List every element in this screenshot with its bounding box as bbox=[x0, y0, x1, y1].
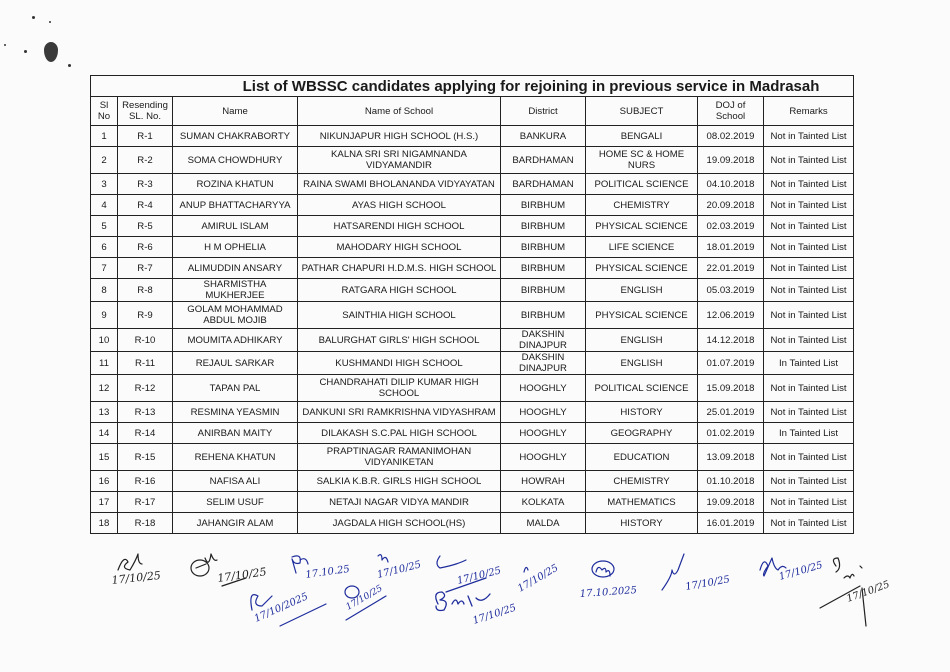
table-row bbox=[91, 352, 854, 375]
cell-doj: 08.02.2019 bbox=[698, 126, 764, 147]
cell-sl-no: 1 bbox=[91, 126, 118, 147]
cell-resending-sl-no: R-11 bbox=[118, 352, 173, 375]
cell-doj: 12.06.2019 bbox=[698, 302, 764, 329]
cell-school: HATSARENDI HIGH SCHOOL bbox=[298, 216, 501, 237]
paper-speck bbox=[68, 64, 71, 67]
cell-doj: 14.12.2018 bbox=[698, 329, 764, 352]
cell-remarks: In Tainted List bbox=[764, 352, 854, 375]
cell-school: AYAS HIGH SCHOOL bbox=[298, 195, 501, 216]
cell-resending-sl-no: R-8 bbox=[118, 279, 173, 302]
ink-blot bbox=[44, 42, 58, 62]
cell-doj: 16.01.2019 bbox=[698, 513, 764, 534]
cell-district: BIRBHUM bbox=[501, 279, 586, 302]
cell-district: BIRBHUM bbox=[501, 302, 586, 329]
cell-subject: EDUCATION bbox=[586, 444, 698, 471]
svg-text:17/10/25: 17/10/25 bbox=[456, 565, 503, 587]
signature-3 bbox=[292, 556, 351, 581]
cell-resending-sl-no: R-4 bbox=[118, 195, 173, 216]
cell-name: MOUMITA ADHIKARY bbox=[173, 329, 298, 352]
table-row bbox=[91, 147, 854, 174]
signature-6 bbox=[251, 591, 326, 626]
cell-remarks: Not in Tainted List bbox=[764, 126, 854, 147]
cell-subject: POLITICAL SCIENCE bbox=[586, 174, 698, 195]
cell-doj: 19.09.2018 bbox=[698, 492, 764, 513]
cell-doj: 01.10.2018 bbox=[698, 471, 764, 492]
cell-name: REJAUL SARKAR bbox=[173, 352, 298, 375]
svg-text:17.10.25: 17.10.25 bbox=[304, 563, 351, 581]
table-row bbox=[91, 195, 854, 216]
cell-subject: MATHEMATICS bbox=[586, 492, 698, 513]
cell-remarks: Not in Tainted List bbox=[764, 216, 854, 237]
table-body bbox=[91, 126, 854, 534]
cell-sl-no: 17 bbox=[91, 492, 118, 513]
cell-resending-sl-no: R-12 bbox=[118, 375, 173, 402]
cell-resending-sl-no: R-6 bbox=[118, 237, 173, 258]
cell-district: BIRBHUM bbox=[501, 195, 586, 216]
cell-doj: 02.03.2019 bbox=[698, 216, 764, 237]
cell-remarks: Not in Tainted List bbox=[764, 471, 854, 492]
cell-subject: HISTORY bbox=[586, 513, 698, 534]
cell-remarks: Not in Tainted List bbox=[764, 444, 854, 471]
cell-remarks: Not in Tainted List bbox=[764, 492, 854, 513]
cell-district: DAKSHIN DINAJPUR bbox=[501, 352, 586, 375]
cell-sl-no: 7 bbox=[91, 258, 118, 279]
cell-remarks: Not in Tainted List bbox=[764, 237, 854, 258]
col-header-doj: DOJ of School bbox=[698, 97, 764, 126]
cell-remarks: Not in Tainted List bbox=[764, 174, 854, 195]
cell-district: BARDHAMAN bbox=[501, 174, 586, 195]
cell-school: BALURGHAT GIRLS' HIGH SCHOOL bbox=[298, 329, 501, 352]
svg-text:17/10/25: 17/10/25 bbox=[777, 559, 825, 583]
cell-remarks: Not in Tainted List bbox=[764, 279, 854, 302]
cell-name: ALIMUDDIN ANSARY bbox=[173, 258, 298, 279]
cell-name: RESMINA YEASMIN bbox=[173, 402, 298, 423]
cell-resending-sl-no: R-13 bbox=[118, 402, 173, 423]
cell-sl-no: 16 bbox=[91, 471, 118, 492]
cell-remarks: Not in Tainted List bbox=[764, 329, 854, 352]
cell-school: PATHAR CHAPURI H.D.M.S. HIGH SCHOOL bbox=[298, 258, 501, 279]
signature-10 bbox=[579, 561, 637, 600]
cell-sl-no: 6 bbox=[91, 237, 118, 258]
cell-sl-no: 2 bbox=[91, 147, 118, 174]
cell-doj: 20.09.2018 bbox=[698, 195, 764, 216]
cell-name: SUMAN CHAKRABORTY bbox=[173, 126, 298, 147]
cell-remarks: Not in Tainted List bbox=[764, 513, 854, 534]
cell-school: KUSHMANDI HIGH SCHOOL bbox=[298, 352, 501, 375]
signature-2 bbox=[191, 554, 267, 586]
cell-name: H M OPHELIA bbox=[173, 237, 298, 258]
cell-remarks: Not in Tainted List bbox=[764, 258, 854, 279]
cell-sl-no: 3 bbox=[91, 174, 118, 195]
svg-text:17.10.2025: 17.10.2025 bbox=[579, 585, 638, 600]
cell-resending-sl-no: R-7 bbox=[118, 258, 173, 279]
svg-text:17/10/2025: 17/10/2025 bbox=[252, 591, 310, 625]
cell-resending-sl-no: R-1 bbox=[118, 126, 173, 147]
cell-remarks: Not in Tainted List bbox=[764, 375, 854, 402]
cell-doj: 25.01.2019 bbox=[698, 402, 764, 423]
cell-school: DANKUNI SRI RAMKRISHNA VIDYASHRAM bbox=[298, 402, 501, 423]
cell-school: NETAJI NAGAR VIDYA MANDIR bbox=[298, 492, 501, 513]
cell-district: MALDA bbox=[501, 513, 586, 534]
cell-resending-sl-no: R-5 bbox=[118, 216, 173, 237]
signature-1 bbox=[111, 554, 161, 587]
cell-name: ROZINA KHATUN bbox=[173, 174, 298, 195]
col-header-school: Name of School bbox=[298, 97, 501, 126]
cell-doj: 13.09.2018 bbox=[698, 444, 764, 471]
svg-text:17/10/25: 17/10/25 bbox=[471, 602, 518, 627]
cell-school: KALNA SRI SRI NIGAMNANDA VIDYAMANDIR bbox=[298, 147, 501, 174]
cell-school: RATGARA HIGH SCHOOL bbox=[298, 279, 501, 302]
table-row bbox=[91, 302, 854, 329]
header-row bbox=[91, 97, 854, 126]
cell-resending-sl-no: R-3 bbox=[118, 174, 173, 195]
signature-12 bbox=[760, 558, 824, 583]
cell-resending-sl-no: R-14 bbox=[118, 423, 173, 444]
col-header-subject: SUBJECT bbox=[586, 97, 698, 126]
svg-text:17/10/25: 17/10/25 bbox=[110, 568, 162, 587]
table-row bbox=[91, 329, 854, 352]
signature-11 bbox=[662, 554, 731, 593]
cell-subject: ENGLISH bbox=[586, 352, 698, 375]
cell-doj: 05.03.2019 bbox=[698, 279, 764, 302]
cell-name: TAPAN PAL bbox=[173, 375, 298, 402]
cell-subject: ENGLISH bbox=[586, 329, 698, 352]
cell-doj: 04.10.2018 bbox=[698, 174, 764, 195]
cell-name: GOLAM MOHAMMAD ABDUL MOJIB bbox=[173, 302, 298, 329]
cell-district: HOWRAH bbox=[501, 471, 586, 492]
cell-name: SHARMISTHA MUKHERJEE bbox=[173, 279, 298, 302]
cell-sl-no: 11 bbox=[91, 352, 118, 375]
cell-remarks: Not in Tainted List bbox=[764, 147, 854, 174]
cell-subject: HISTORY bbox=[586, 402, 698, 423]
paper-speck bbox=[4, 44, 6, 46]
table-row bbox=[91, 492, 854, 513]
cell-sl-no: 15 bbox=[91, 444, 118, 471]
cell-subject: GEOGRAPHY bbox=[586, 423, 698, 444]
table-row bbox=[91, 375, 854, 402]
cell-resending-sl-no: R-2 bbox=[118, 147, 173, 174]
cell-sl-no: 14 bbox=[91, 423, 118, 444]
cell-remarks: Not in Tainted List bbox=[764, 195, 854, 216]
cell-subject: ENGLISH bbox=[586, 279, 698, 302]
svg-text:17/10/25: 17/10/25 bbox=[344, 583, 385, 613]
table-row bbox=[91, 402, 854, 423]
svg-text:17/10/25: 17/10/25 bbox=[845, 579, 892, 605]
paper-speck bbox=[24, 50, 27, 53]
table-row bbox=[91, 174, 854, 195]
cell-doj: 18.01.2019 bbox=[698, 237, 764, 258]
document-title: List of WBSSC candidates applying for rejoining in previous service in Madrasah bbox=[91, 76, 854, 97]
svg-text:17/10/25: 17/10/25 bbox=[684, 574, 731, 593]
cell-district: HOOGHLY bbox=[501, 423, 586, 444]
cell-name: NAFISA ALI bbox=[173, 471, 298, 492]
cell-sl-no: 18 bbox=[91, 513, 118, 534]
col-header-remarks: Remarks bbox=[764, 97, 854, 126]
svg-text:17/10/25: 17/10/25 bbox=[516, 562, 561, 595]
cell-doj: 22.01.2019 bbox=[698, 258, 764, 279]
cell-name: ANIRBAN MAITY bbox=[173, 423, 298, 444]
cell-district: BIRBHUM bbox=[501, 216, 586, 237]
cell-sl-no: 4 bbox=[91, 195, 118, 216]
cell-district: HOOGHLY bbox=[501, 444, 586, 471]
table-row bbox=[91, 513, 854, 534]
cell-school: SAINTHIA HIGH SCHOOL bbox=[298, 302, 501, 329]
cell-district: HOOGHLY bbox=[501, 402, 586, 423]
cell-district: BARDHAMAN bbox=[501, 147, 586, 174]
cell-doj: 15.09.2018 bbox=[698, 375, 764, 402]
cell-doj: 01.02.2019 bbox=[698, 423, 764, 444]
table-row bbox=[91, 471, 854, 492]
signature-5 bbox=[437, 556, 502, 592]
cell-subject: PHYSICAL SCIENCE bbox=[586, 216, 698, 237]
cell-resending-sl-no: R-15 bbox=[118, 444, 173, 471]
cell-sl-no: 10 bbox=[91, 329, 118, 352]
candidates-table bbox=[90, 75, 854, 534]
cell-school: PRAPTINAGAR RAMANIMOHAN VIDYANIKETAN bbox=[298, 444, 501, 471]
table-row bbox=[91, 126, 854, 147]
cell-district: BIRBHUM bbox=[501, 237, 586, 258]
cell-subject: PHYSICAL SCIENCE bbox=[586, 258, 698, 279]
cell-district: DAKSHIN DINAJPUR bbox=[501, 329, 586, 352]
cell-school: NIKUNJAPUR HIGH SCHOOL (H.S.) bbox=[298, 126, 501, 147]
cell-subject: POLITICAL SCIENCE bbox=[586, 375, 698, 402]
cell-sl-no: 9 bbox=[91, 302, 118, 329]
cell-district: KOLKATA bbox=[501, 492, 586, 513]
cell-name: JAHANGIR ALAM bbox=[173, 513, 298, 534]
cell-district: HOOGHLY bbox=[501, 375, 586, 402]
cell-name: SELIM USUF bbox=[173, 492, 298, 513]
cell-school: DILAKASH S.C.PAL HIGH SCHOOL bbox=[298, 423, 501, 444]
cell-school: CHANDRAHATI DILIP KUMAR HIGH SCHOOL bbox=[298, 375, 501, 402]
cell-resending-sl-no: R-18 bbox=[118, 513, 173, 534]
signature-13 bbox=[820, 558, 891, 626]
cell-subject: CHEMISTRY bbox=[586, 195, 698, 216]
table-row bbox=[91, 444, 854, 471]
table-row bbox=[91, 258, 854, 279]
svg-text:17/10/25: 17/10/25 bbox=[216, 565, 268, 585]
cell-subject: PHYSICAL SCIENCE bbox=[586, 302, 698, 329]
table-row bbox=[91, 216, 854, 237]
cell-resending-sl-no: R-16 bbox=[118, 471, 173, 492]
cell-resending-sl-no: R-9 bbox=[118, 302, 173, 329]
col-header-sl-no: Sl No bbox=[91, 97, 118, 126]
table-row bbox=[91, 423, 854, 444]
cell-school: MAHODARY HIGH SCHOOL bbox=[298, 237, 501, 258]
cell-sl-no: 8 bbox=[91, 279, 118, 302]
cell-name: REHENA KHATUN bbox=[173, 444, 298, 471]
paper-speck bbox=[49, 21, 51, 23]
cell-remarks: Not in Tainted List bbox=[764, 302, 854, 329]
cell-name: ANUP BHATTACHARYYA bbox=[173, 195, 298, 216]
table-row bbox=[91, 279, 854, 302]
cell-resending-sl-no: R-17 bbox=[118, 492, 173, 513]
cell-school: JAGDALA HIGH SCHOOL(HS) bbox=[298, 513, 501, 534]
cell-remarks: In Tainted List bbox=[764, 423, 854, 444]
cell-remarks: Not in Tainted List bbox=[764, 402, 854, 423]
signature-4 bbox=[376, 555, 422, 581]
col-header-name: Name bbox=[173, 97, 298, 126]
signature-9 bbox=[516, 563, 560, 595]
paper-speck bbox=[32, 16, 35, 19]
cell-school: SALKIA K.B.R. GIRLS HIGH SCHOOL bbox=[298, 471, 501, 492]
cell-subject: LIFE SCIENCE bbox=[586, 237, 698, 258]
svg-text:17/10/25: 17/10/25 bbox=[376, 559, 423, 581]
table-row bbox=[91, 237, 854, 258]
cell-subject: CHEMISTRY bbox=[586, 471, 698, 492]
cell-sl-no: 12 bbox=[91, 375, 118, 402]
cell-subject: BENGALI bbox=[586, 126, 698, 147]
cell-doj: 01.07.2019 bbox=[698, 352, 764, 375]
col-header-resending-sl-no: Resending SL. No. bbox=[118, 97, 173, 126]
cell-doj: 19.09.2018 bbox=[698, 147, 764, 174]
cell-resending-sl-no: R-10 bbox=[118, 329, 173, 352]
cell-name: AMIRUL ISLAM bbox=[173, 216, 298, 237]
col-header-district: District bbox=[501, 97, 586, 126]
cell-sl-no: 5 bbox=[91, 216, 118, 237]
cell-name: SOMA CHOWDHURY bbox=[173, 147, 298, 174]
signature-8 bbox=[436, 592, 518, 627]
cell-sl-no: 13 bbox=[91, 402, 118, 423]
cell-district: BIRBHUM bbox=[501, 258, 586, 279]
cell-subject: HOME SC & HOME NURS bbox=[586, 147, 698, 174]
cell-district: BANKURA bbox=[501, 126, 586, 147]
signature-7 bbox=[345, 584, 387, 620]
cell-school: RAINA SWAMI BHOLANANDA VIDYAYATAN bbox=[298, 174, 501, 195]
